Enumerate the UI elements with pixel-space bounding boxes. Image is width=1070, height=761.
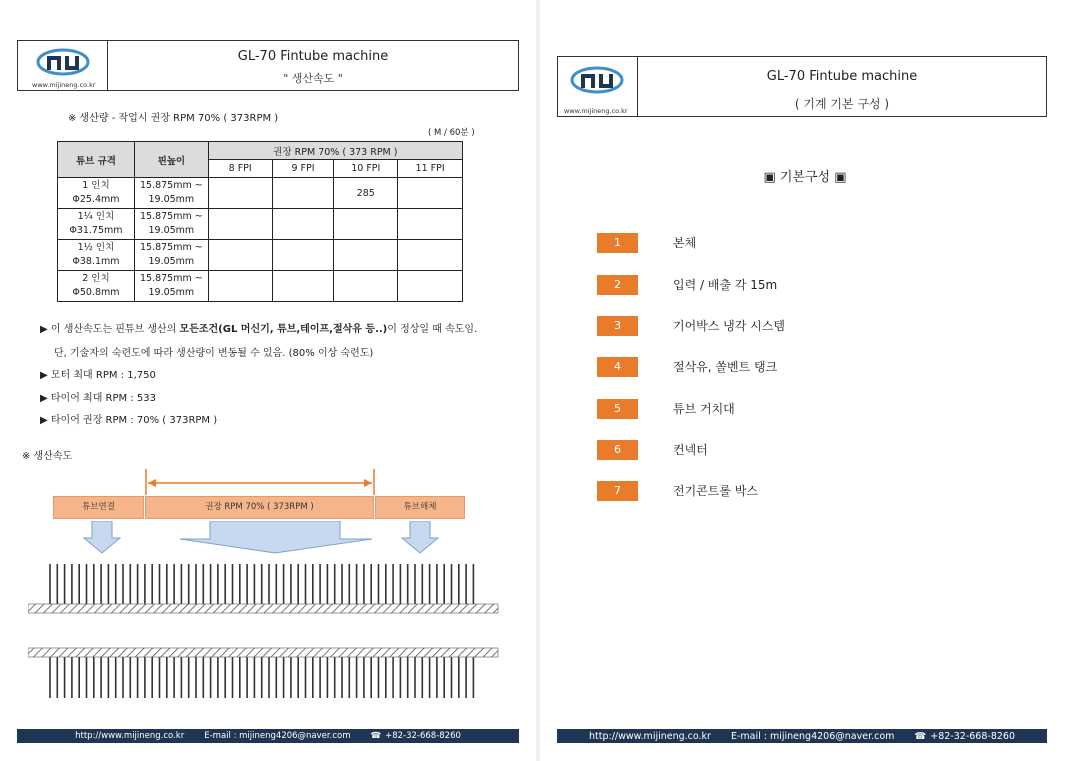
value-cell — [398, 271, 463, 302]
tube-size-cell: 2 인치 Φ50.8mm — [58, 271, 135, 302]
bullet-tire-max-rpm: ▶ 타이어 최대 RPM : 533 — [40, 393, 156, 404]
bullet-condition-cont: 단, 기술자의 숙련도에 따라 생산량이 변동될 수 있음. (80% 이상 숙련도) — [54, 348, 374, 359]
table-row — [58, 271, 463, 302]
left-header — [17, 40, 519, 91]
footer-phone: +82-32-668-8260 — [385, 731, 461, 741]
item-number-badge: 1 — [597, 233, 638, 253]
bullet-arrow-icon: ▶ — [40, 324, 48, 335]
production-note: ※ 생산량 - 작업시 권장 RPM 70% ( 373RPM ) — [68, 113, 279, 124]
table-header-fpi: 10 FPI — [334, 160, 398, 178]
value-cell — [334, 271, 398, 302]
tube-size-cell: 1¼ 인치 Φ31.75mm — [58, 209, 135, 240]
bullet-motor-rpm: ▶ 모터 최대 RPM : 1,750 — [40, 370, 156, 381]
left-logo-cell — [18, 41, 108, 90]
down-arrow-right-icon — [400, 521, 440, 555]
right-footer — [557, 729, 1047, 743]
fin-height-cell: 15.875mm ~ 19.05mm — [134, 271, 208, 302]
table-header-rpm-group: 권장 RPM 70% ( 373 RPM ) — [208, 142, 462, 160]
left-title-cell — [108, 41, 518, 90]
bullet-tire-rec-rpm: ▶ 타이어 권장 RPM : 70% ( 373RPM ) — [40, 415, 218, 426]
table-row — [58, 178, 463, 209]
footer-url: http://www.mijineng.co.kr — [589, 730, 711, 742]
left-logo-url: www.mijineng.co.kr — [32, 81, 96, 89]
right-page-title: GL-70 Fintube machine — [766, 69, 918, 84]
footer-url: http://www.mijineng.co.kr — [75, 731, 185, 741]
left-footer — [17, 729, 519, 743]
right-page-subtitle: ( 기계 기본 구성 ) — [794, 97, 890, 111]
bullet-arrow-icon: ▶ — [40, 415, 48, 426]
fin-height-cell: 15.875mm ~ 19.05mm — [134, 209, 208, 240]
value-cell — [208, 240, 272, 271]
value-cell — [398, 240, 463, 271]
fin-tube-illustration — [28, 560, 500, 702]
right-logo-cell — [558, 57, 638, 116]
item-number-badge: 5 — [597, 399, 638, 419]
item-label: 절삭유, 쏠벤트 탱크 — [673, 360, 778, 374]
value-cell — [272, 178, 334, 209]
item-label: 기어박스 냉각 시스템 — [673, 319, 785, 333]
item-label: 튜브 거치대 — [673, 402, 735, 416]
item-number-badge: 6 — [597, 440, 638, 460]
phone-icon: ☎ — [914, 730, 927, 742]
basic-config-title: ▣ 기본구성 ▣ — [763, 170, 847, 185]
table-header-tube-size: 튜브 규격 — [58, 142, 135, 178]
footer-email: E-mail : mijineng4206@naver.com — [204, 731, 351, 741]
value-cell — [272, 209, 334, 240]
company-logo-icon — [36, 47, 91, 79]
bullet-arrow-icon: ▶ — [40, 393, 48, 404]
right-title-cell — [638, 57, 1046, 116]
item-number-badge: 4 — [597, 357, 638, 377]
item-label: 컨넥터 — [673, 443, 708, 457]
item-label: 전기콘트롤 박스 — [673, 484, 758, 498]
tube-size-cell: 1 인치 Φ25.4mm — [58, 178, 135, 209]
down-arrow-left-icon — [82, 521, 122, 555]
value-cell — [272, 271, 334, 302]
left-page-title: GL-70 Fintube machine — [237, 49, 389, 64]
value-cell — [334, 240, 398, 271]
value-cell — [398, 178, 463, 209]
unit-note: ( M / 60분 ) — [428, 128, 475, 138]
value-cell — [208, 178, 272, 209]
footer-phone: +82-32-668-8260 — [930, 730, 1015, 742]
company-logo-icon — [570, 65, 625, 97]
production-table — [57, 141, 463, 302]
fin-height-cell: 15.875mm ~ 19.05mm — [134, 240, 208, 271]
table-row — [58, 240, 463, 271]
table-header-fpi: 8 FPI — [208, 160, 272, 178]
span-arrow-icon — [140, 467, 380, 497]
phone-icon: ☎ — [370, 731, 382, 741]
tube-connect-box: 튜브연결 — [53, 496, 144, 519]
table-header-fin-height: 핀높이 — [134, 142, 208, 178]
item-label: 본체 — [673, 236, 697, 250]
item-label: 입력 / 배출 각 15m — [673, 278, 778, 292]
footer-email: E-mail : mijineng4206@naver.com — [730, 730, 895, 742]
tube-release-box: 튜브해체 — [375, 496, 465, 519]
value-cell: 285 — [334, 178, 398, 209]
down-arrow-main-icon — [178, 521, 374, 555]
right-header — [557, 56, 1047, 117]
bullet-condition: ▶ 이 생산속도는 핀튜브 생산의 모든조건(GL 머신기, 튜브,테이프,절삭유 등..)이 정상일 때 속도임. — [40, 324, 478, 335]
fin-height-cell: 15.875mm ~ 19.05mm — [134, 178, 208, 209]
item-number-badge: 7 — [597, 481, 638, 501]
right-logo-url: www.mijineng.co.kr — [564, 107, 628, 115]
value-cell — [398, 209, 463, 240]
table-header-fpi: 9 FPI — [272, 160, 334, 178]
item-number-badge: 2 — [597, 275, 638, 295]
value-cell — [334, 209, 398, 240]
left-page-subtitle: " 생산속도 " — [283, 72, 343, 85]
value-cell — [272, 240, 334, 271]
item-number-badge: 3 — [597, 316, 638, 336]
value-cell — [208, 271, 272, 302]
bullet-arrow-icon: ▶ — [40, 370, 48, 381]
tube-size-cell: 1½ 인치 Φ38.1mm — [58, 240, 135, 271]
section-label: ※ 생산속도 — [22, 451, 73, 462]
value-cell — [208, 209, 272, 240]
table-header-fpi: 11 FPI — [398, 160, 463, 178]
table-row — [58, 209, 463, 240]
recommended-rpm-box: 권장 RPM 70% ( 373RPM ) — [145, 496, 374, 519]
